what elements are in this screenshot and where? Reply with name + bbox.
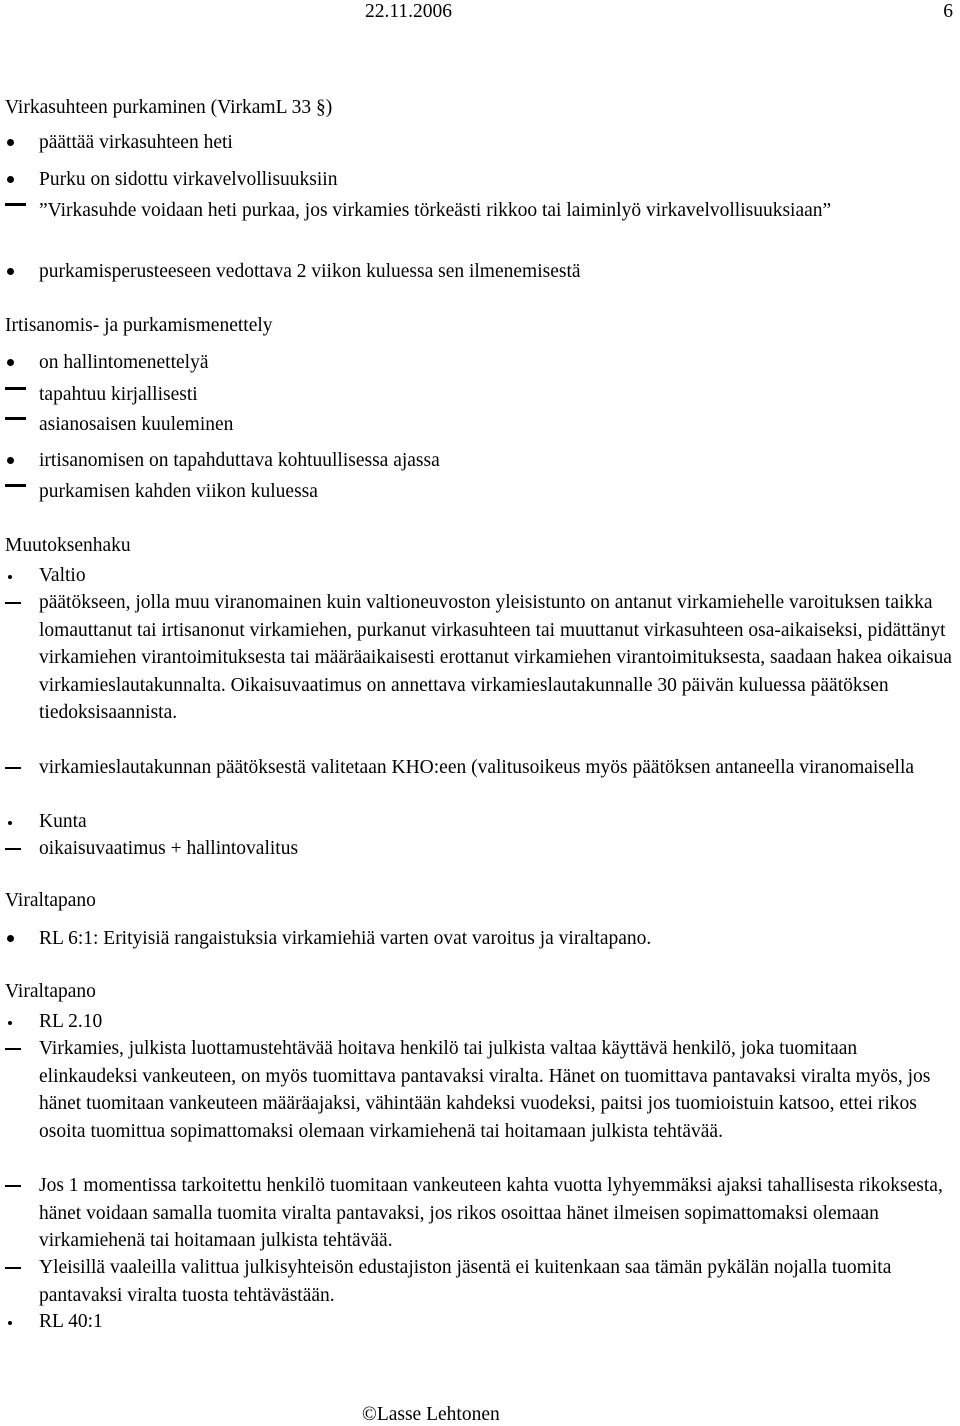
list-item: on hallintomenettelyä — [39, 349, 955, 377]
dash-icon — [5, 203, 26, 206]
section-heading-muutoksenhaku: Muutoksenhaku — [5, 535, 131, 556]
list-item: asianosaisen kuuleminen — [39, 411, 955, 439]
list-item: RL 2.10 — [39, 1008, 955, 1036]
bullet-icon — [7, 457, 14, 464]
page-number: 6 — [943, 1, 953, 22]
dash-icon — [5, 484, 26, 487]
section-heading-irtisanomismenettely: Irtisanomis- ja purkamismenettely — [5, 315, 273, 336]
bullet-icon — [8, 821, 12, 825]
list-item: Jos 1 momentissa tarkoitettu henkilö tuomitaan vankeuteen kahta vuotta lyhyemmäksi ajaksi tahallisesta rikoksesta, hänet voidaan samalla tuomita viralta pantavaksi, jos rikos osoittaa hänet ilmeisen sopimattomaksi olemaan virkamiehenä tai hoitamaan julkista tehtävää. — [39, 1172, 955, 1255]
section-heading-virkasuhteen-purkaminen: Virkasuhteen purkaminen (VirkamL 33 §) — [5, 97, 333, 118]
dash-icon — [5, 1048, 21, 1050]
list-item: purkamisperusteeseen vedottava 2 viikon kuluessa sen ilmenemisestä — [39, 258, 955, 286]
list-item: Virkamies, julkista luottamustehtävää hoitava henkilö tai julkista valtaa käyttävä henkilö, joka tuomitaan elinkaudeksi vankeuteen, on myös tuomittava pantavaksi viralta. Hänet on tuomittava pantavaksi viralta myös, jos hänet tuomitaan vankeuteen määräajaksi, vähintään kahdeksi vuodeksi, paitsi jos tuomioistuin katsoo, ettei rikos osoita tuomittua sopimattomaksi olemaan virkamiehenä tai hoitamaan julkista tehtävää. — [39, 1035, 955, 1145]
list-item: RL 40:1 — [39, 1308, 955, 1336]
list-item: päättää virkasuhteen heti — [39, 129, 955, 157]
bullet-icon — [7, 268, 14, 275]
list-item: RL 6:1: Erityisiä rangaistuksia virkamiehiä varten ovat varoitus ja viraltapano. — [39, 925, 955, 953]
section-heading-viraltapano-2: Viraltapano — [5, 981, 96, 1002]
list-item: oikaisuvaatimus + hallintovalitus — [39, 835, 955, 863]
list-item: purkamisen kahden viikon kuluessa — [39, 478, 955, 506]
bullet-icon — [7, 935, 14, 942]
dash-icon — [5, 1267, 21, 1269]
list-item: Valtio — [39, 562, 955, 590]
dash-icon — [5, 602, 21, 604]
list-item: päätökseen, jolla muu viranomainen kuin valtioneuvoston yleisistunto on antanut virkamiehelle varoituksen taikka lomauttanut tai irtisanonut virkamiehen, purkanut virkasuhteen tai muuttanut virkasuhteen osa-aikaiseksi, pidättänyt virkamiehen virantoimituksesta tai määräaikaisesti erottanut virkamiehen virantoimituksesta, saadaan hakea oikaisua virkamieslautakunnalta. Oikaisuvaatimus on annettava virkamieslautakunnalle 30 päivän kuluessa päätöksen tiedoksisaannista. — [39, 589, 955, 727]
footer-copyright: ©Lasse Lehtonen — [362, 1404, 500, 1425]
bullet-icon — [8, 575, 12, 579]
bullet-icon — [8, 1021, 12, 1025]
bullet-icon — [7, 176, 14, 183]
list-item: irtisanomisen on tapahduttava kohtuullisessa ajassa — [39, 447, 955, 475]
list-item: Purku on sidottu virkavelvollisuuksiin — [39, 166, 955, 194]
dash-icon — [5, 1185, 21, 1187]
dash-icon — [5, 848, 21, 850]
list-item: Kunta — [39, 808, 955, 836]
dash-icon — [5, 417, 26, 420]
dash-icon — [5, 767, 21, 769]
bullet-icon — [7, 139, 14, 146]
list-item: Yleisillä vaaleilla valittua julkisyhteisön edustajiston jäsentä ei kuitenkaan saa tämän pykälän nojalla tuomita pantavaksi viralta tuosta tehtävästään. — [39, 1254, 955, 1309]
section-heading-viraltapano: Viraltapano — [5, 890, 96, 911]
list-item: tapahtuu kirjallisesti — [39, 381, 955, 409]
dash-icon — [5, 387, 26, 390]
bullet-icon — [8, 1321, 12, 1325]
bullet-icon — [7, 359, 14, 366]
list-item: virkamieslautakunnan päätöksestä valitetaan KHO:een (valitusoikeus myös päätöksen antaneella viranomaisella — [39, 754, 955, 782]
header-date: 22.11.2006 — [365, 1, 453, 22]
list-item: ”Virkasuhde voidaan heti purkaa, jos virkamies törkeästi rikkoo tai laiminlyö virkavelvollisuuksiaan” — [39, 197, 955, 225]
